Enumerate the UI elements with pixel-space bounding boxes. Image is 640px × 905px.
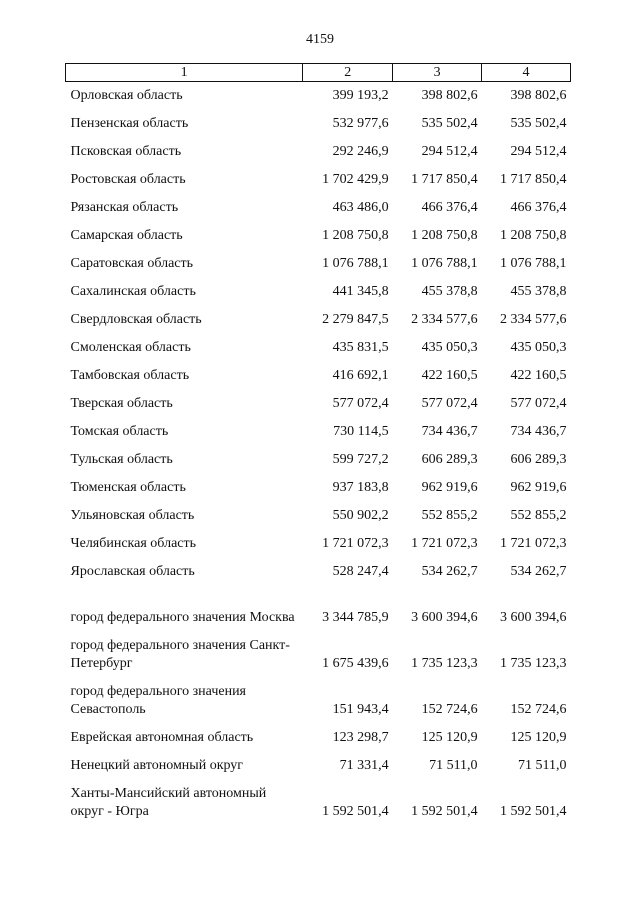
value-cell-2: 937 183,8: [332, 480, 389, 495]
value-cell-3: 552 855,2: [421, 508, 478, 523]
value-cell-3: 125 120,9: [421, 730, 478, 745]
region-name-cell: Тверская область: [70, 396, 173, 411]
value-cell-4: 3 600 394,6: [500, 610, 567, 625]
value-cell-4: 398 802,6: [510, 88, 567, 103]
value-cell-4: 606 289,3: [510, 452, 567, 467]
value-cell-4: 1 717 850,4: [500, 172, 567, 187]
value-cell-3: 1 735 123,3: [411, 656, 478, 671]
value-cell-2: 1 208 750,8: [322, 228, 389, 243]
table-row: [66, 581, 571, 627]
table-row: [66, 245, 571, 273]
value-cell-4: 125 120,9: [510, 730, 567, 745]
region-name-cell: Свердловская область: [70, 312, 202, 327]
region-name-cell: Томская область: [70, 424, 169, 439]
value-cell-3: 606 289,3: [421, 452, 478, 467]
value-cell-4: 734 436,7: [510, 424, 567, 439]
column-header-1: 1: [66, 64, 303, 82]
value-cell-2: 3 344 785,9: [322, 610, 389, 625]
table-row: [66, 385, 571, 413]
value-cell-4: 552 855,2: [510, 508, 567, 523]
value-cell-2: 1 675 439,6: [322, 656, 389, 671]
table-row: [66, 273, 571, 301]
region-name-cell: Челябинская область: [70, 536, 196, 551]
region-name-cell: Пензенская область: [70, 116, 189, 131]
value-cell-4: 534 262,7: [510, 564, 567, 579]
region-name-cell: Саратовская область: [70, 256, 194, 271]
table-row: [66, 189, 571, 217]
table-row: [66, 775, 571, 821]
table-row: [66, 747, 571, 775]
value-cell-4: 152 724,6: [510, 702, 567, 717]
table-row: [66, 553, 571, 581]
header-row: [66, 64, 571, 82]
table-row: [66, 105, 571, 133]
value-cell-3: 734 436,7: [421, 424, 478, 439]
value-cell-2: 2 279 847,5: [322, 312, 389, 327]
value-cell-3: 3 600 394,6: [411, 610, 478, 625]
value-cell-4: 1 208 750,8: [500, 228, 567, 243]
value-cell-3: 534 262,7: [421, 564, 478, 579]
table-row: [66, 82, 571, 106]
table-row: [66, 673, 571, 719]
table-body: [66, 82, 571, 822]
value-cell-2: 463 486,0: [332, 200, 389, 215]
value-cell-3: 1 208 750,8: [411, 228, 478, 243]
value-cell-3: 2 334 577,6: [411, 312, 478, 327]
value-cell-2: 416 692,1: [332, 368, 389, 383]
region-name-cell: Орловская область: [70, 88, 183, 103]
table-row: [66, 627, 571, 673]
value-cell-4: 1 721 072,3: [500, 536, 567, 551]
value-cell-4: 466 376,4: [510, 200, 567, 215]
region-name-cell: Тюменская область: [70, 480, 186, 495]
region-name-cell: Тульская область: [70, 452, 173, 467]
value-cell-4: 294 512,4: [510, 144, 567, 159]
value-cell-4: 1 592 501,4: [500, 804, 567, 819]
value-cell-2: 399 193,2: [332, 88, 389, 103]
value-cell-2: 528 247,4: [332, 564, 389, 579]
value-cell-3: 455 378,8: [421, 284, 478, 299]
table-row: [66, 133, 571, 161]
table-row: [66, 301, 571, 329]
value-cell-3: 577 072,4: [421, 396, 478, 411]
value-cell-4: 422 160,5: [510, 368, 567, 383]
value-cell-3: 152 724,6: [421, 702, 478, 717]
table-row: [66, 469, 571, 497]
region-name-cell: Ханты-Мансийский автономный округ - Югра: [70, 786, 267, 819]
value-cell-3: 1 592 501,4: [411, 804, 478, 819]
table-row: [66, 497, 571, 525]
value-cell-2: 123 298,7: [332, 730, 389, 745]
value-cell-2: 441 345,8: [332, 284, 389, 299]
region-name-cell: Рязанская область: [70, 200, 179, 215]
value-cell-3: 294 512,4: [421, 144, 478, 159]
value-cell-3: 535 502,4: [421, 116, 478, 131]
value-cell-2: 1 721 072,3: [322, 536, 389, 551]
value-cell-2: 435 831,5: [332, 340, 389, 355]
value-cell-3: 1 721 072,3: [411, 536, 478, 551]
value-cell-2: 599 727,2: [332, 452, 389, 467]
value-cell-2: 71 331,4: [339, 758, 389, 773]
region-name-cell: Еврейская автономная область: [70, 730, 254, 745]
table-row: [66, 217, 571, 245]
value-cell-2: 730 114,5: [333, 424, 389, 439]
value-cell-2: 1 076 788,1: [322, 256, 389, 271]
region-name-cell: город федерального значения Москва: [70, 610, 295, 625]
table-row: [66, 413, 571, 441]
table-header: [66, 64, 571, 82]
region-name-cell: город федерального значения Севастополь: [70, 684, 246, 717]
region-name-cell: Сахалинская область: [70, 284, 196, 299]
value-cell-3: 422 160,5: [421, 368, 478, 383]
region-name-cell: город федерального значения Санкт-Петербург: [70, 638, 290, 671]
column-header-3: 3: [393, 64, 482, 82]
value-cell-2: 550 902,2: [332, 508, 389, 523]
value-cell-4: 577 072,4: [510, 396, 567, 411]
region-name-cell: Ярославская область: [70, 564, 195, 579]
region-name-cell: Псковская область: [70, 144, 182, 159]
column-header-4: 4: [482, 64, 571, 82]
value-cell-4: 2 334 577,6: [500, 312, 567, 327]
value-cell-2: 577 072,4: [332, 396, 389, 411]
value-cell-4: 1 076 788,1: [500, 256, 567, 271]
value-cell-4: 535 502,4: [510, 116, 567, 131]
value-cell-4: 435 050,3: [510, 340, 567, 355]
value-cell-3: 1 076 788,1: [411, 256, 478, 271]
page-number: 4159: [306, 32, 334, 47]
table-row: [66, 329, 571, 357]
value-cell-2: 1 702 429,9: [322, 172, 389, 187]
table-row: [66, 525, 571, 553]
table-row: [66, 719, 571, 747]
value-cell-3: 435 050,3: [421, 340, 478, 355]
value-cell-2: 151 943,4: [332, 702, 389, 717]
column-header-2: 2: [303, 64, 393, 82]
value-cell-3: 71 511,0: [429, 758, 478, 773]
value-cell-3: 1 717 850,4: [411, 172, 478, 187]
region-name-cell: Ульяновская область: [70, 508, 195, 523]
value-cell-4: 455 378,8: [510, 284, 567, 299]
value-cell-4: 1 735 123,3: [500, 656, 567, 671]
budget-table: [65, 63, 571, 821]
table-row: [66, 441, 571, 469]
region-name-cell: Ростовская область: [70, 172, 186, 187]
region-name-cell: Тамбовская область: [70, 368, 190, 383]
value-cell-3: 398 802,6: [421, 88, 478, 103]
value-cell-3: 962 919,6: [421, 480, 478, 495]
value-cell-2: 532 977,6: [332, 116, 389, 131]
value-cell-2: 292 246,9: [332, 144, 389, 159]
value-cell-3: 466 376,4: [421, 200, 478, 215]
region-name-cell: Самарская область: [70, 228, 183, 243]
table-row: [66, 357, 571, 385]
region-name-cell: Смоленская область: [70, 340, 191, 355]
region-name-cell: Ненецкий автономный округ: [70, 758, 244, 773]
value-cell-4: 962 919,6: [510, 480, 567, 495]
table-row: [66, 161, 571, 189]
value-cell-4: 71 511,0: [518, 758, 567, 773]
value-cell-2: 1 592 501,4: [322, 804, 389, 819]
